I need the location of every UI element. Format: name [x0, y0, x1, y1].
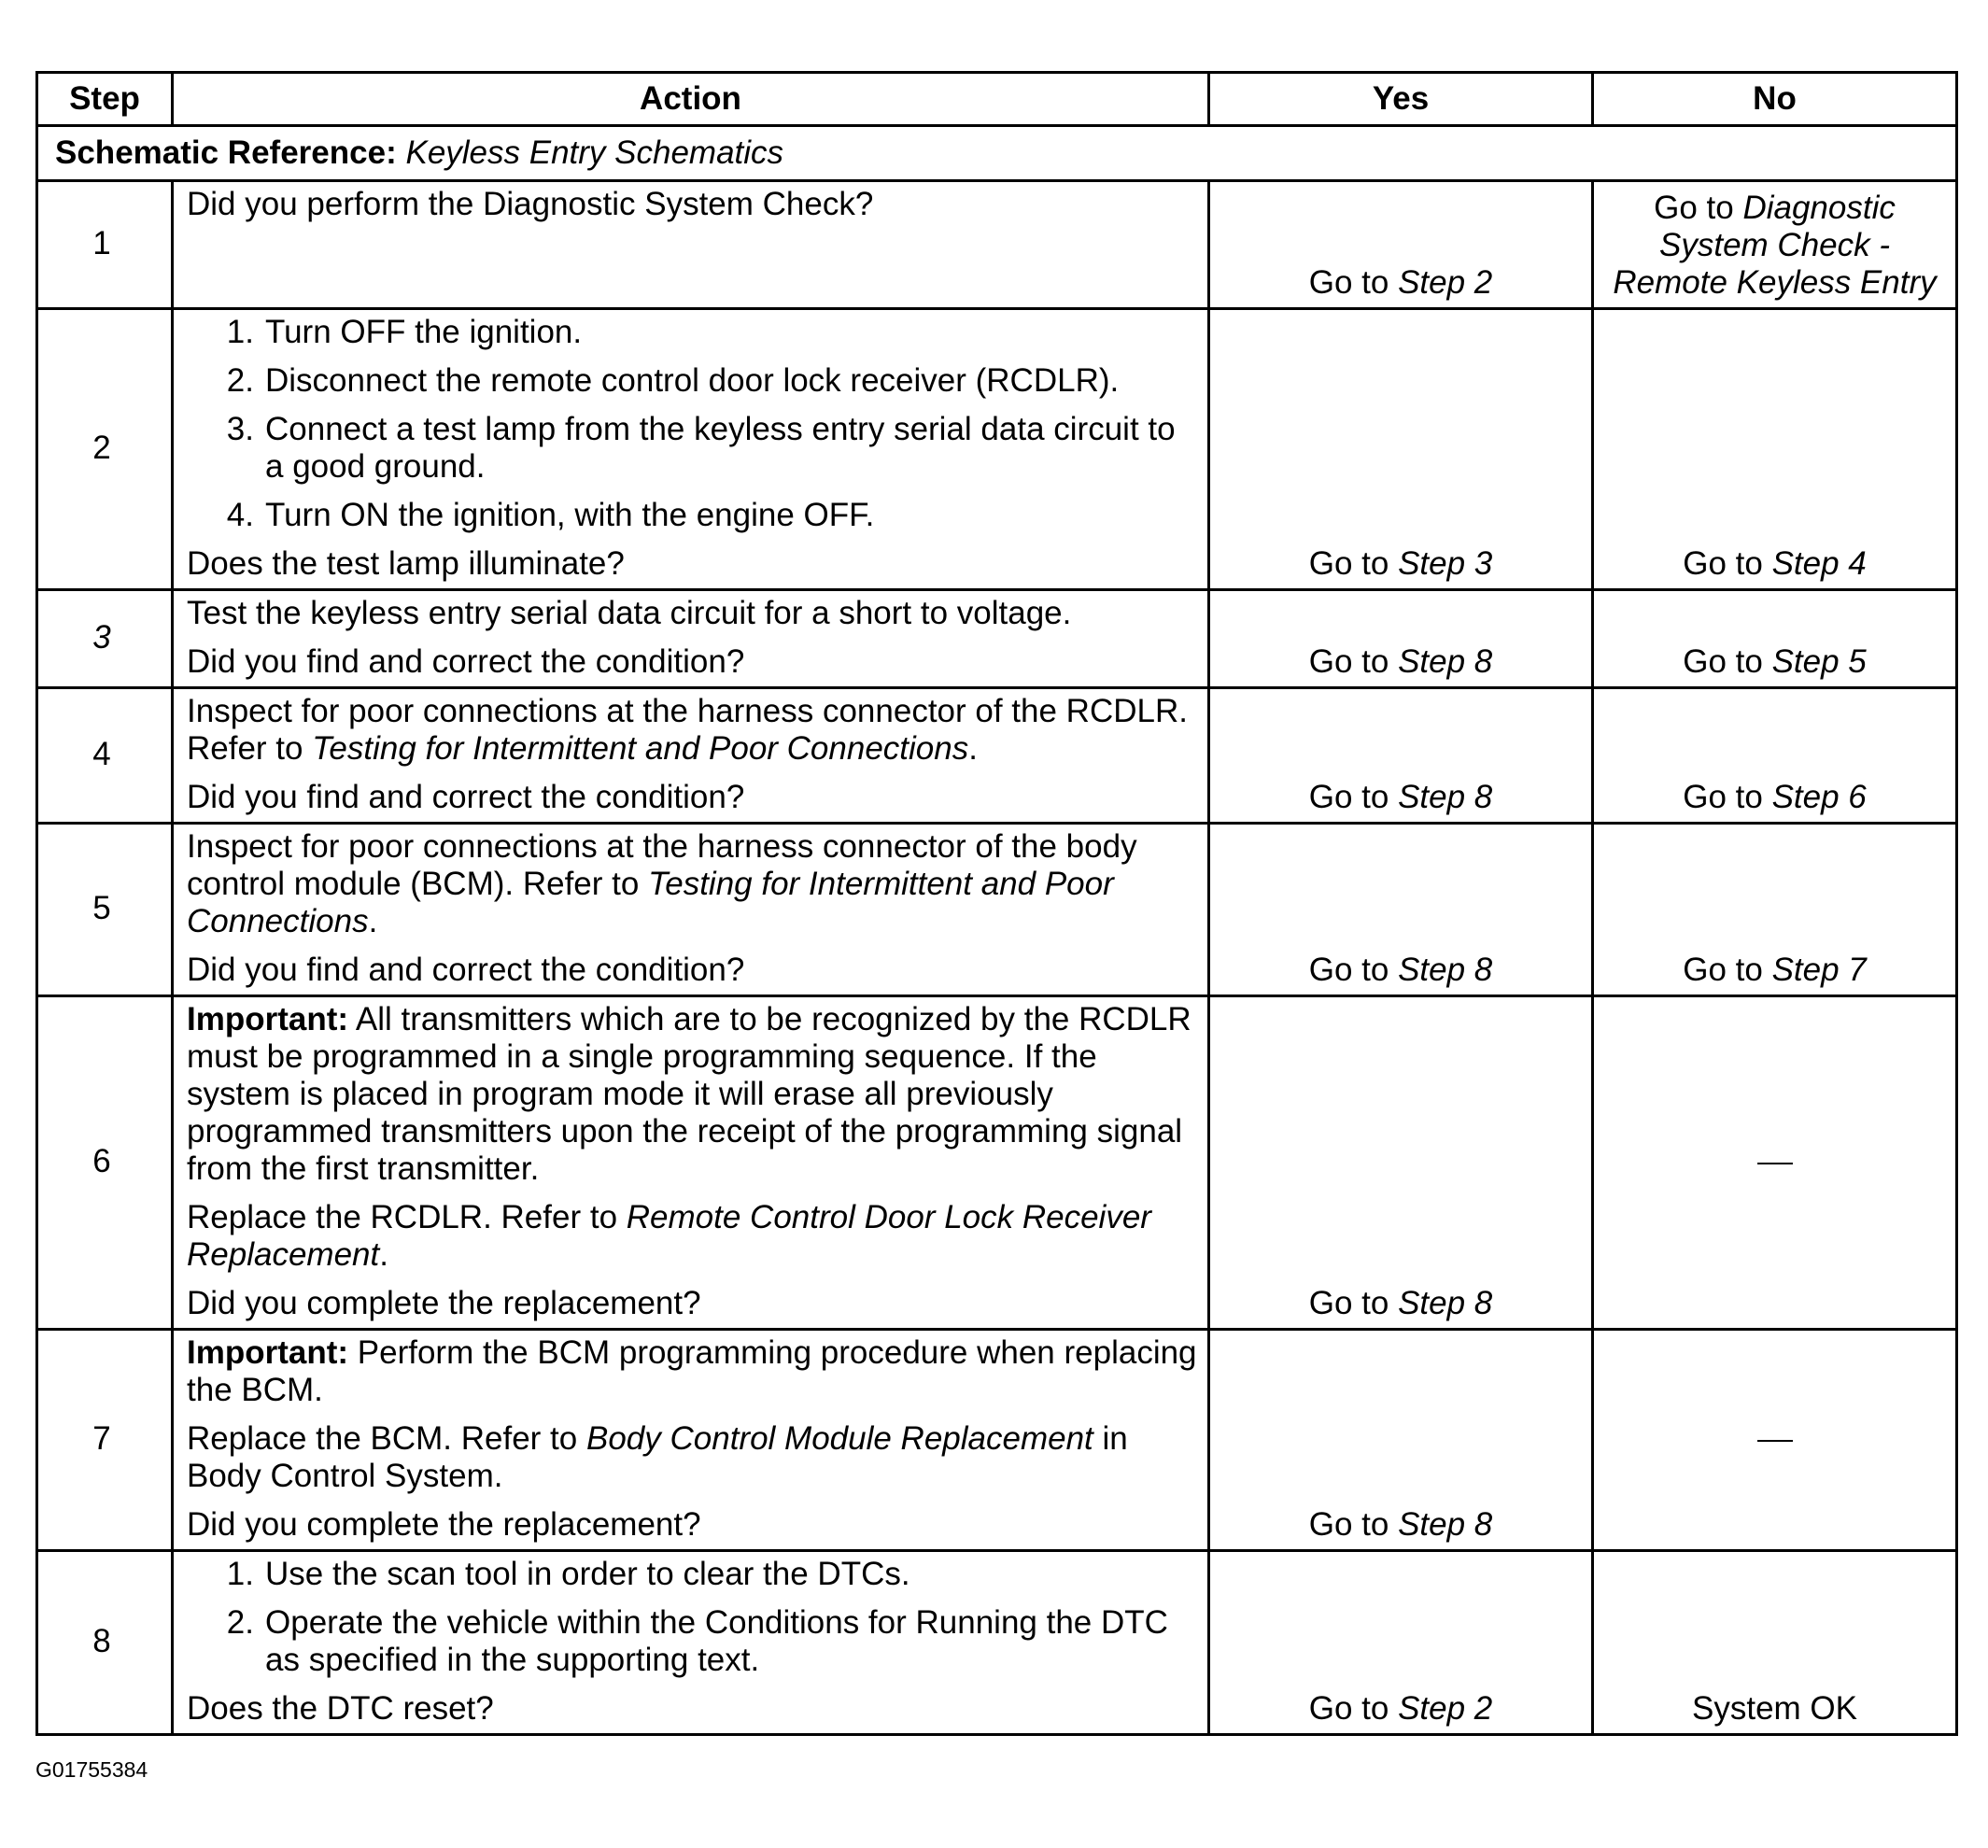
- list-item: [187, 1556, 1198, 1593]
- schematic-reference-row: [37, 126, 1957, 181]
- no-value: System OK: [1692, 1690, 1857, 1727]
- step-number: 1: [37, 181, 173, 309]
- schematic-reference-link[interactable]: Keyless Entry Schematics: [405, 134, 784, 171]
- reference-link[interactable]: Body Control Module Replacement: [585, 1420, 1093, 1457]
- step-number: 7: [37, 1330, 173, 1551]
- goto-prefix: Go to: [1308, 952, 1389, 988]
- yes-target-link[interactable]: Step 2: [1398, 264, 1493, 301]
- action-cell: [173, 590, 1209, 688]
- yes-cell: [1209, 181, 1593, 309]
- no-cell: [1593, 181, 1957, 309]
- action-text-body: Replace the BCM. Refer to: [187, 1420, 578, 1457]
- action-question: Does the DTC reset?: [187, 1690, 494, 1727]
- list-number: 2.: [226, 1604, 254, 1641]
- yes-cell: [1209, 996, 1593, 1330]
- yes-cell: [1209, 590, 1593, 688]
- diagnostic-table: [35, 71, 1958, 1736]
- action-question: Did you find and correct the condition?: [187, 643, 745, 680]
- goto-prefix: Go to: [1308, 1285, 1389, 1321]
- yes-cell: [1209, 688, 1593, 824]
- step-number: 8: [37, 1551, 173, 1735]
- action-cell: [173, 181, 1209, 309]
- action-cell: [173, 688, 1209, 824]
- action-question: Did you complete the replacement?: [187, 1285, 701, 1321]
- reference-link[interactable]: Remote Control Door Lock Receiver Replacement: [187, 1199, 1151, 1273]
- goto-prefix: Go to: [1308, 1690, 1389, 1727]
- not-applicable-dash: [1757, 1163, 1793, 1164]
- yes-target-link[interactable]: Step 8: [1398, 1506, 1493, 1543]
- no-target-link[interactable]: Step 5: [1771, 643, 1867, 680]
- important-label: Important:: [187, 1001, 349, 1037]
- table-row: [37, 824, 1957, 996]
- action-text: Test the keyless entry serial data circuit for a short to voltage.: [187, 595, 1072, 631]
- step-number: 6: [37, 996, 173, 1330]
- no-cell: [1593, 996, 1957, 1330]
- action-text-body: Inspect for poor connections at the harness connector of the RCDLR. Refer to: [187, 693, 1188, 767]
- not-applicable-dash: [1757, 1440, 1793, 1442]
- action-cell: [173, 309, 1209, 590]
- important-note: [187, 1001, 1198, 1188]
- table-row: [37, 1330, 1957, 1551]
- yes-target-link[interactable]: Step 2: [1398, 1690, 1493, 1727]
- step-number: 4: [37, 688, 173, 824]
- step-number: 2: [37, 309, 173, 590]
- goto-prefix: Go to: [1683, 952, 1763, 988]
- list-text: Disconnect the remote control door lock receiver (RCDLR).: [265, 362, 1120, 399]
- reference-link[interactable]: Testing for Intermittent and Poor Connections: [187, 866, 1114, 939]
- list-text: Turn OFF the ignition.: [265, 314, 583, 350]
- list-item: [187, 497, 1198, 534]
- no-cell: [1593, 688, 1957, 824]
- yes-target-link[interactable]: Step 8: [1398, 952, 1493, 988]
- goto-prefix: Go to: [1683, 779, 1763, 815]
- goto-prefix: Go to: [1308, 779, 1389, 815]
- no-target-link[interactable]: Diagnostic System Check - Remote Keyless Entry: [1613, 190, 1937, 301]
- table-row: [37, 1551, 1957, 1735]
- action-text: [187, 1420, 1198, 1495]
- list-item: [187, 314, 1198, 351]
- yes-cell: [1209, 1330, 1593, 1551]
- action-question: Did you perform the Diagnostic System Check?: [187, 186, 874, 222]
- goto-prefix: Go to: [1308, 643, 1389, 680]
- action-question: Did you complete the replacement?: [187, 1506, 701, 1543]
- important-label: Important:: [187, 1334, 349, 1371]
- yes-target-link[interactable]: Step 3: [1398, 545, 1493, 582]
- action-question: Did you find and correct the condition?: [187, 779, 745, 815]
- reference-link[interactable]: Testing for Intermittent and Poor Connections: [312, 730, 969, 767]
- no-cell: [1593, 1551, 1957, 1735]
- step-number: 3: [37, 590, 173, 688]
- table-row: [37, 688, 1957, 824]
- no-cell: [1593, 309, 1957, 590]
- table-row: [37, 996, 1957, 1330]
- important-text: All transmitters which are to be recognized by the RCDLR must be programmed in a single programming sequence. If the system is placed in program mode it will erase all previously programmed transmitters upon the receipt of the programming signal from the first transmitter.: [187, 1001, 1191, 1187]
- step-number: 5: [37, 824, 173, 996]
- header-step: Step: [37, 73, 173, 126]
- goto-prefix: Go to: [1683, 545, 1763, 582]
- action-question: Does the test lamp illuminate?: [187, 545, 625, 582]
- list-item: [187, 1604, 1198, 1679]
- list-number: 3.: [226, 411, 254, 447]
- yes-target-link[interactable]: Step 8: [1398, 1285, 1493, 1321]
- list-item: [187, 411, 1198, 486]
- list-text: Use the scan tool in order to clear the DTCs.: [265, 1556, 910, 1592]
- yes-target-link[interactable]: Step 8: [1398, 643, 1493, 680]
- list-item: [187, 362, 1198, 400]
- goto-prefix: Go to: [1654, 190, 1734, 226]
- action-cell: [173, 824, 1209, 996]
- action-text: Replace the RCDLR. Refer to Remote Control Door Lock Receiver Replacement.: [187, 1199, 1151, 1273]
- action-text-body: Inspect for poor connections at the harness connector of the body control module (BCM). Refer to: [187, 828, 1137, 902]
- table-row: [37, 309, 1957, 590]
- list-text: Connect a test lamp from the keyless entry serial data circuit to a good ground.: [265, 411, 1176, 485]
- table-row: [37, 590, 1957, 688]
- yes-cell: [1209, 824, 1593, 996]
- no-cell: [1593, 1330, 1957, 1551]
- important-text: Perform the BCM programming procedure when replacing the BCM.: [187, 1334, 1197, 1408]
- no-target-link[interactable]: Step 7: [1771, 952, 1867, 988]
- no-cell: [1593, 824, 1957, 996]
- list-text: Operate the vehicle within the Conditions for Running the DTC as specified in the supporting text.: [265, 1604, 1168, 1678]
- yes-cell: [1209, 1551, 1593, 1735]
- table-row: [37, 181, 1957, 309]
- goto-prefix: Go to: [1683, 643, 1763, 680]
- goto-prefix: Go to: [1308, 264, 1389, 301]
- action-cell: [173, 1551, 1209, 1735]
- schematic-reference: [37, 126, 1957, 181]
- header-action: Action: [173, 73, 1209, 126]
- list-number: 2.: [226, 362, 254, 399]
- action-text: Inspect for poor connections at the harness connector of the RCDLR. Refer to Testing for Intermittent and Poor Connections.: [187, 693, 1188, 767]
- action-cell: [173, 1330, 1209, 1551]
- header-yes: Yes: [1209, 73, 1593, 126]
- action-text-after: in Body Control System.: [187, 1420, 1128, 1494]
- header-row: [37, 73, 1957, 126]
- schematic-reference-label: Schematic Reference:: [55, 134, 397, 171]
- action-question: Did you find and correct the condition?: [187, 952, 745, 988]
- important-note: [187, 1334, 1198, 1409]
- goto-prefix: Go to: [1308, 1506, 1389, 1543]
- list-number: 1.: [226, 314, 254, 350]
- list-number: 4.: [226, 497, 254, 533]
- no-target-link[interactable]: Step 4: [1771, 545, 1867, 582]
- yes-target-link[interactable]: Step 8: [1398, 779, 1493, 815]
- action-text: Inspect for poor connections at the harness connector of the body control module (BCM). Refer to Testing for Intermittent and Poor Connections.: [187, 828, 1137, 939]
- goto-prefix: Go to: [1308, 545, 1389, 582]
- list-text: Turn ON the ignition, with the engine OFF.: [265, 497, 875, 533]
- no-target-link[interactable]: Step 6: [1771, 779, 1867, 815]
- no-cell: [1593, 590, 1957, 688]
- action-text-body: Replace the RCDLR. Refer to: [187, 1199, 618, 1235]
- action-cell: [173, 996, 1209, 1330]
- header-no: No: [1593, 73, 1957, 126]
- yes-cell: [1209, 309, 1593, 590]
- list-number: 1.: [226, 1556, 254, 1592]
- figure-id: G01755384: [35, 1757, 148, 1782]
